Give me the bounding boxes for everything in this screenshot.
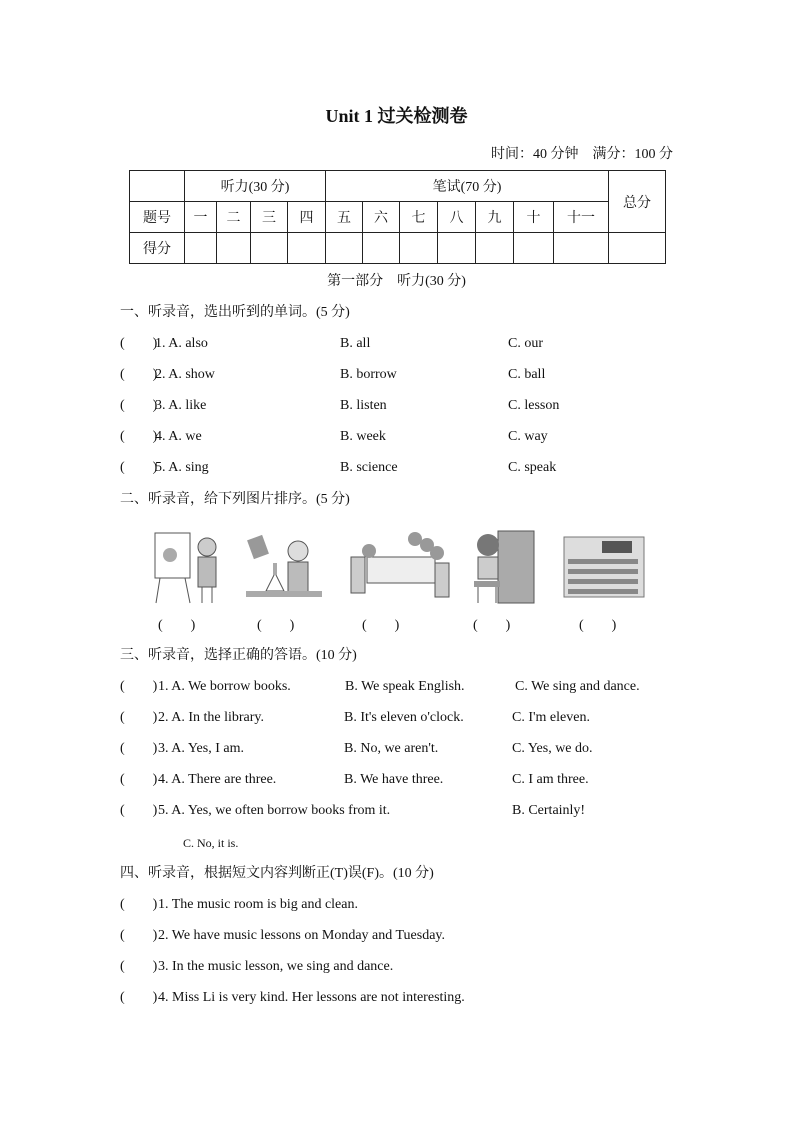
answer-blank[interactable]: ( ) [120,741,158,756]
answer-blank[interactable]: ( ) [120,990,158,1005]
answer-blank[interactable]: ( ) [120,803,158,818]
option-c: C. I am three. [512,772,589,787]
order-blank[interactable]: ( ) [473,618,511,633]
option-b: B. It's eleven o'clock. [344,710,464,725]
order-blank[interactable]: ( ) [257,618,295,633]
score-cell[interactable] [438,233,476,264]
section1-heading: 一、听录音，选出听到的单词。(5 分) [120,305,350,320]
option-a: 5. A. sing [155,460,209,475]
section2-heading: 二、听录音，给下列图片排序。(5 分) [120,492,350,507]
q-number: 十 [514,202,554,233]
option-c: C. lesson [508,398,560,413]
answer-blank[interactable]: ( ) [120,710,158,725]
option-c: C. our [508,336,543,351]
option-b: B. Certainly! [512,803,586,818]
exam-meta: 时间：40 分钟 满分：100 分 [491,147,673,162]
q-number: 二 [217,202,251,233]
q-number: 五 [326,202,363,233]
score-cell[interactable] [476,233,514,264]
total-header: 总分 [609,171,666,233]
option-a: 4. A. There are three. [158,772,277,787]
option-a: 3. A. like [155,398,207,413]
section4-heading: 四、听录音，根据短文内容判断正(T)误(F)。(10 分) [120,866,434,881]
listening-header: 听力(30 分) [185,171,326,202]
picture-classroom [562,525,646,605]
option-b: B. We speak English. [345,679,465,694]
option-a: 4. A. we [155,429,202,444]
writing-header: 笔试(70 分) [326,171,609,202]
answer-blank[interactable]: ( ) [120,897,158,912]
score-cell[interactable] [363,233,400,264]
option-a: 1. A. We borrow books. [158,679,291,694]
score-cell[interactable] [217,233,251,264]
answer-blank[interactable]: ( ) [120,959,158,974]
option-b: B. week [340,429,386,444]
answer-blank[interactable]: ( ) [120,398,158,413]
order-blank[interactable]: ( ) [158,618,196,633]
answer-blank[interactable]: ( ) [120,429,158,444]
q-number: 七 [400,202,438,233]
option-c: C. We sing and dance. [515,679,640,694]
q-number: 十一 [554,202,609,233]
statement: 1. The music room is big and clean. [158,897,358,912]
option-a: 1. A. also [155,336,208,351]
option-b: B. No, we aren't. [344,741,439,756]
picture-girl-playing-piano [470,525,535,605]
order-blank[interactable]: ( ) [579,618,617,633]
option-c: C. No, it is. [183,836,239,850]
option-c: C. ball [508,367,546,382]
statement: 3. In the music lesson, we sing and dance. [158,959,394,974]
score-cell[interactable] [326,233,363,264]
q-number: 四 [288,202,326,233]
section3-heading: 三、听录音，选择正确的答语。(10 分) [120,648,357,663]
answer-blank[interactable]: ( ) [120,772,158,787]
picture-boy-science-lab [246,525,322,605]
score-cell[interactable] [514,233,554,264]
score-table [129,170,666,264]
option-c: C. speak [508,460,557,475]
score-cell[interactable] [400,233,438,264]
statement: 4. Miss Li is very kind. Her lessons are not interesting. [158,990,465,1005]
score-cell[interactable] [554,233,609,264]
option-b: B. listen [340,398,387,413]
option-a: 2. A. show [155,367,215,382]
answer-blank[interactable]: ( ) [120,679,158,694]
option-b: B. all [340,336,371,351]
order-blank[interactable]: ( ) [362,618,400,633]
option-a: 3. A. Yes, I am. [158,741,244,756]
part-heading: 第一部分 听力(30 分) [327,274,466,289]
q-number: 六 [363,202,400,233]
answer-blank[interactable]: ( ) [120,336,158,351]
answer-blank[interactable]: ( ) [120,928,158,943]
option-b: B. science [340,460,398,475]
score-cell[interactable] [185,233,217,264]
option-b: B. borrow [340,367,397,382]
option-c: C. way [508,429,548,444]
table-corner [130,171,185,202]
option-a: 5. A. Yes, we often borrow books from it. [158,803,391,818]
option-b: B. We have three. [344,772,444,787]
picture-boy-painting [150,525,225,605]
q-number: 八 [438,202,476,233]
option-a: 2. A. In the library. [158,710,265,725]
picture-students-at-table [347,525,452,605]
score-cell[interactable] [251,233,288,264]
score-cell[interactable] [609,233,666,264]
row-label: 题号 [130,202,185,233]
answer-blank[interactable]: ( ) [120,367,158,382]
score-cell[interactable] [288,233,326,264]
statement: 2. We have music lessons on Monday and Tuesday. [158,928,446,943]
row-label: 得分 [130,233,185,264]
option-c: C. I'm eleven. [512,710,590,725]
option-c: C. Yes, we do. [512,741,593,756]
answer-blank[interactable]: ( ) [120,460,158,475]
q-number: 三 [251,202,288,233]
page-title: Unit 1 过关检测卷 [325,106,468,126]
q-number: 九 [476,202,514,233]
q-number: 一 [185,202,217,233]
